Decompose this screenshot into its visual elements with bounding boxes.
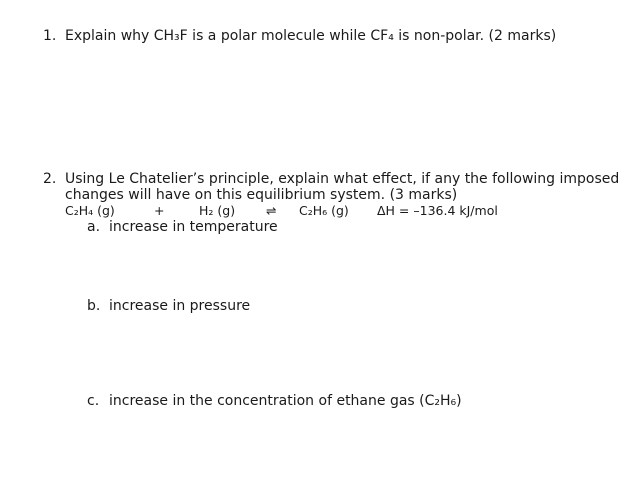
- plus-sign: +: [154, 203, 165, 218]
- part-c-label: c.: [87, 393, 100, 409]
- question-2-number: 2.: [43, 171, 57, 187]
- question-1-text: Explain why CH₃F is a polar molecule while CF₄ is non-polar. (2 marks): [65, 28, 557, 44]
- question-1-number: 1.: [43, 28, 57, 44]
- part-b-label: b.: [87, 298, 101, 314]
- question-2-text-line-2: changes will have on this equilibrium system. (3 marks): [65, 187, 458, 203]
- part-a-text: increase in temperature: [109, 219, 278, 235]
- question-2-text-line-1: Using Le Chatelier’s principle, explain what effect, if any the following imposed: [65, 171, 620, 187]
- part-a-label: a.: [87, 219, 101, 235]
- reactant-ethene: C₂H₄ (g): [65, 203, 115, 218]
- part-c-text: increase in the concentration of ethane gas (C₂H₆): [109, 393, 462, 409]
- enthalpy-change: ΔH = –136.4 kJ/mol: [377, 203, 498, 218]
- part-b-text: increase in pressure: [109, 298, 251, 314]
- equilibrium-arrow-icon: ⇌: [266, 203, 277, 218]
- reactant-hydrogen: H₂ (g): [199, 203, 236, 218]
- product-ethane: C₂H₆ (g): [299, 203, 349, 218]
